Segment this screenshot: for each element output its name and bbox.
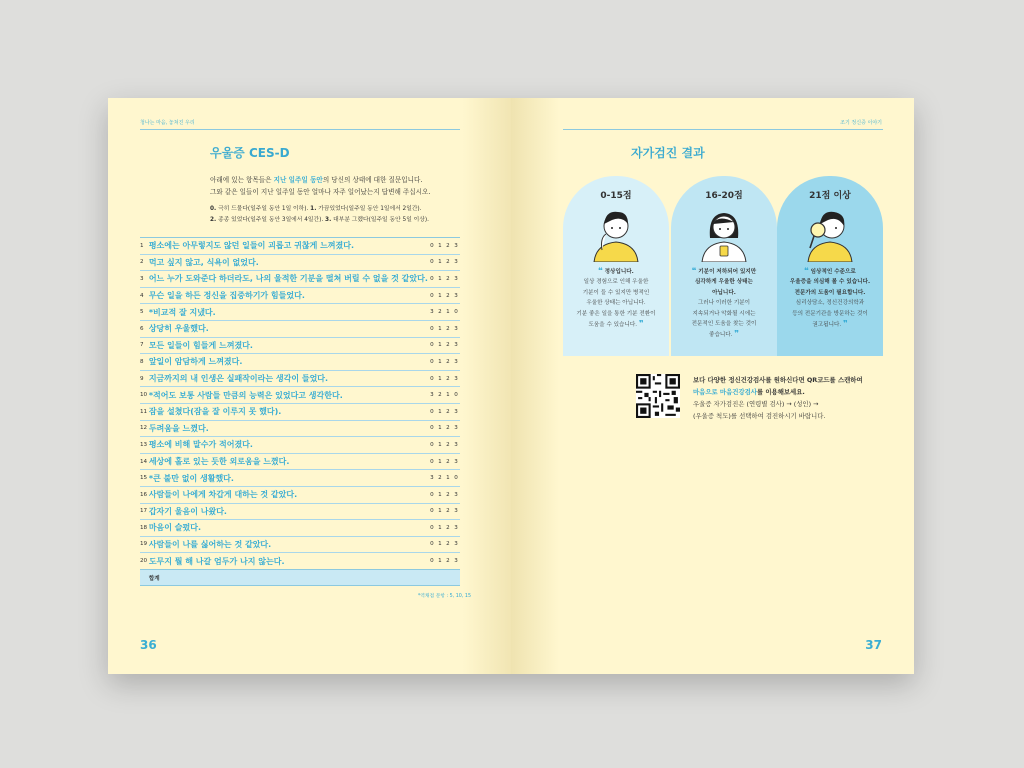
item-number: 15: [140, 470, 149, 487]
item-question: 평소에는 아무렇지도 않던 일들이 괴롭고 귀찮게 느껴졌다.: [149, 238, 428, 255]
item-score: 1: [436, 420, 444, 437]
table-row: [140, 520, 460, 537]
item-question: 사람들이 나에게 차갑게 대하는 것 같았다.: [149, 486, 428, 503]
item-question: 평소에 비해 말수가 적어졌다.: [149, 437, 428, 454]
item-question: 갑자기 울음이 나왔다.: [149, 503, 428, 520]
item-number: 13: [140, 437, 149, 454]
item-score: 0: [428, 420, 436, 437]
item-score: 3: [428, 387, 436, 404]
qr-instructions: 보다 다양한 정신건강검사를 원하신다면 QR코드를 스캔하여 마음으로 마음건강검사를 이용해보세요. 우울증 자가검진은 (연령별 검사) → (성인) → (우울증 척도)를 선택하여 검진하시기 바랍니다.: [693, 376, 863, 420]
item-score: 2: [444, 503, 452, 520]
item-question: 세상에 홀로 있는 듯한 외로움을 느꼈다.: [149, 453, 428, 470]
item-number: 18: [140, 520, 149, 537]
item-score: 1: [436, 536, 444, 553]
item-score: 1: [436, 337, 444, 354]
table-row: [140, 403, 460, 420]
page-title-right: 자가검진 결과: [631, 146, 705, 160]
item-score: 0: [428, 320, 436, 337]
table-row: [140, 453, 460, 470]
item-question: 잠을 설쳤다(잠을 잘 이루지 못 했다).: [149, 403, 428, 420]
result-range: 21점 이상: [809, 191, 851, 201]
item-score: 0: [428, 271, 436, 288]
item-score: 2: [444, 337, 452, 354]
item-score: 0: [452, 304, 460, 321]
item-score: 3: [452, 337, 460, 354]
table-row: [140, 304, 460, 321]
total-label: 합계: [149, 569, 460, 586]
item-question: 상당히 우울했다.: [149, 320, 428, 337]
item-score: 3: [452, 453, 460, 470]
table-row: [140, 287, 460, 304]
table-row: [140, 437, 460, 454]
item-score: 2: [436, 304, 444, 321]
item-score: 3: [428, 304, 436, 321]
item-score: 3: [452, 553, 460, 570]
person-phone-icon: [694, 204, 754, 262]
left-page: [108, 98, 511, 674]
score-legend: 0. 극히 드물다(일주일 동안 1일 이하). 1. 가끔있었다(일주일 동안 1일에서 2일간). 2. 종종 있었다(일주일 동안 3일에서 4일간). 3. 대부분 그랬다(일주일 동안 5일 이상).: [210, 206, 429, 223]
result-text-normal: ❝ 정상입니다. 일상 경험으로 인해 우울한 기분이 들 수 있지만 병적인 우울한 상태는 아닙니다. 기분 좋은 일을 통한 기분 전환이 도움을 수 있습니다. ❞: [576, 266, 656, 329]
item-question: *적어도 보통 사람들 만큼의 능력은 있었다고 생각한다.: [149, 387, 428, 404]
result-card-mild: [671, 176, 777, 356]
total-row: [140, 569, 460, 586]
item-score: 3: [452, 536, 460, 553]
item-score: 1: [436, 254, 444, 271]
item-number: 16: [140, 486, 149, 503]
qr-code-icon: [636, 374, 680, 418]
item-score: 0: [428, 553, 436, 570]
item-score: 0: [428, 520, 436, 537]
item-question: 무슨 일을 하든 정신을 집중하기가 힘들었다.: [149, 287, 428, 304]
item-number: 3: [140, 271, 149, 288]
item-question: 먹고 싶지 않고, 식욕이 없었다.: [149, 254, 428, 271]
header-rule-left: [140, 129, 460, 130]
intro-highlight: 지난 일주일 동안: [273, 176, 323, 184]
item-score: 3: [452, 420, 460, 437]
item-score: 0: [428, 403, 436, 420]
item-score: 2: [444, 486, 452, 503]
result-range: 0-15점: [600, 191, 632, 201]
item-question: 마음이 슬펐다.: [149, 520, 428, 537]
item-number: 14: [140, 453, 149, 470]
item-score: 0: [428, 453, 436, 470]
item-score: 1: [444, 387, 452, 404]
person-thinking-icon: [586, 204, 646, 262]
item-number: 4: [140, 287, 149, 304]
item-score: 1: [436, 437, 444, 454]
table-row: [140, 320, 460, 337]
item-question: 도무지 뭘 해 나갈 엄두가 나지 않는다.: [149, 553, 428, 570]
item-score: 1: [436, 553, 444, 570]
item-score: 3: [452, 320, 460, 337]
item-question: 앞일이 암담하게 느껴졌다.: [149, 354, 428, 371]
qr-highlight: 마음으로 마음건강검사: [693, 388, 757, 396]
item-score: 0: [428, 354, 436, 371]
item-score: 0: [428, 486, 436, 503]
item-score: 0: [452, 470, 460, 487]
item-score: 1: [436, 403, 444, 420]
item-number: 19: [140, 536, 149, 553]
item-score: 0: [428, 254, 436, 271]
item-score: 1: [436, 453, 444, 470]
result-card-normal: [563, 176, 669, 356]
item-score: 2: [444, 403, 452, 420]
item-score: 3: [452, 370, 460, 387]
page-number-left: 36: [140, 638, 157, 652]
item-question: 모든 일들이 힘들게 느껴졌다.: [149, 337, 428, 354]
item-score: 3: [452, 287, 460, 304]
item-score: 3: [452, 520, 460, 537]
result-text-clinical: ❝ 임상적인 수준으로 우울증을 의심해 볼 수 있습니다. 전문가의 도움이 필요합니다. 심리상담소, 정신건강의학과 등의 전문기관을 방문하는 것이 권고됩니다. ❞: [789, 266, 871, 329]
item-score: 3: [452, 486, 460, 503]
item-score: 0: [428, 503, 436, 520]
item-score: 0: [428, 337, 436, 354]
item-question: *비교적 잘 지냈다.: [149, 304, 428, 321]
header-rule-right: [563, 129, 883, 130]
item-number: 2: [140, 254, 149, 271]
item-number: 20: [140, 553, 149, 570]
table-row: [140, 470, 460, 487]
item-score: 2: [444, 536, 452, 553]
item-score: 0: [428, 437, 436, 454]
item-score: 1: [444, 470, 452, 487]
item-number: 11: [140, 403, 149, 420]
ces-d-table: [140, 237, 460, 586]
intro-text: 아래에 있는 항목들은 지난 일주일 동안의 당신의 상태에 대한 질문입니다. 그와 같은 일들이 지난 일주일 동안 얼마나 자주 일어났는지 답변해 주십시오.: [210, 176, 431, 196]
item-number: 1: [140, 238, 149, 255]
item-number: 7: [140, 337, 149, 354]
item-score: 2: [436, 387, 444, 404]
result-text-mild: ❝ 기분이 저하되어 있지만 심각하게 우울한 상태는 아닙니다. 그러나 이러한 기분이 지속되거나 악화될 시에는 전문적인 도움을 찾는 것이 좋습니다. ❞: [691, 266, 757, 339]
table-row: [140, 387, 460, 404]
item-score: 1: [436, 370, 444, 387]
table-row: [140, 238, 460, 255]
right-page: [511, 98, 914, 674]
book-spread: [108, 98, 914, 674]
item-score: 2: [444, 453, 452, 470]
table-row: [140, 271, 460, 288]
footnote: *역채점 문항 : 5, 10, 15: [417, 594, 471, 599]
running-head-left: 청나는 마음, 놓쳐진 우리: [140, 120, 195, 126]
item-score: 3: [452, 238, 460, 255]
table-row: [140, 536, 460, 553]
table-row: [140, 254, 460, 271]
item-number: 12: [140, 420, 149, 437]
item-question: 두려움을 느꼈다.: [149, 420, 428, 437]
item-score: 2: [444, 437, 452, 454]
result-range: 16-20점: [705, 191, 743, 201]
item-score: 0: [428, 536, 436, 553]
item-score: 0: [428, 238, 436, 255]
page-title-left: 우울증 CES-D: [210, 146, 290, 160]
item-score: 0: [452, 387, 460, 404]
table-row: [140, 370, 460, 387]
item-score: 1: [436, 320, 444, 337]
item-score: 1: [436, 520, 444, 537]
item-score: 3: [452, 354, 460, 371]
item-question: 지금까지의 내 인생은 실패작이라는 생각이 들었다.: [149, 370, 428, 387]
item-number: 6: [140, 320, 149, 337]
item-score: 3: [452, 403, 460, 420]
item-score: 2: [444, 271, 452, 288]
item-score: 2: [444, 287, 452, 304]
table-row: [140, 553, 460, 570]
item-score: 2: [444, 553, 452, 570]
table-row: [140, 354, 460, 371]
item-question: *큰 불만 없이 생활했다.: [149, 470, 428, 487]
item-number: 17: [140, 503, 149, 520]
item-score: 0: [428, 370, 436, 387]
item-score: 1: [436, 287, 444, 304]
item-score: 3: [428, 470, 436, 487]
item-score: 3: [452, 437, 460, 454]
item-score: 2: [436, 470, 444, 487]
item-score: 0: [428, 287, 436, 304]
result-card-clinical: [777, 176, 883, 356]
item-score: 2: [444, 238, 452, 255]
item-score: 3: [452, 271, 460, 288]
item-score: 2: [444, 370, 452, 387]
table-row: [140, 420, 460, 437]
item-score: 1: [436, 354, 444, 371]
item-score: 1: [436, 486, 444, 503]
item-number: 5: [140, 304, 149, 321]
running-head-right: 조기 정신증 이야기: [840, 120, 882, 126]
item-score: 1: [436, 271, 444, 288]
item-score: 2: [444, 254, 452, 271]
page-number-right: 37: [865, 638, 882, 652]
item-question: 어느 누가 도와준다 하더라도, 나의 울적한 기분을 떨쳐 버릴 수 없을 것 같았다.: [149, 271, 428, 288]
item-score: 2: [444, 520, 452, 537]
item-score: 3: [452, 503, 460, 520]
item-number: 8: [140, 354, 149, 371]
item-score: 1: [436, 503, 444, 520]
item-number: 9: [140, 370, 149, 387]
item-score: 3: [452, 254, 460, 271]
item-question: 사람들이 나를 싫어하는 것 같았다.: [149, 536, 428, 553]
table-row: [140, 486, 460, 503]
item-score: 1: [436, 238, 444, 255]
item-score: 2: [444, 320, 452, 337]
item-score: 1: [444, 304, 452, 321]
table-row: [140, 503, 460, 520]
item-number: 10: [140, 387, 149, 404]
item-score: 2: [444, 420, 452, 437]
person-magnifier-icon: [800, 204, 860, 262]
table-row: [140, 337, 460, 354]
item-score: 2: [444, 354, 452, 371]
